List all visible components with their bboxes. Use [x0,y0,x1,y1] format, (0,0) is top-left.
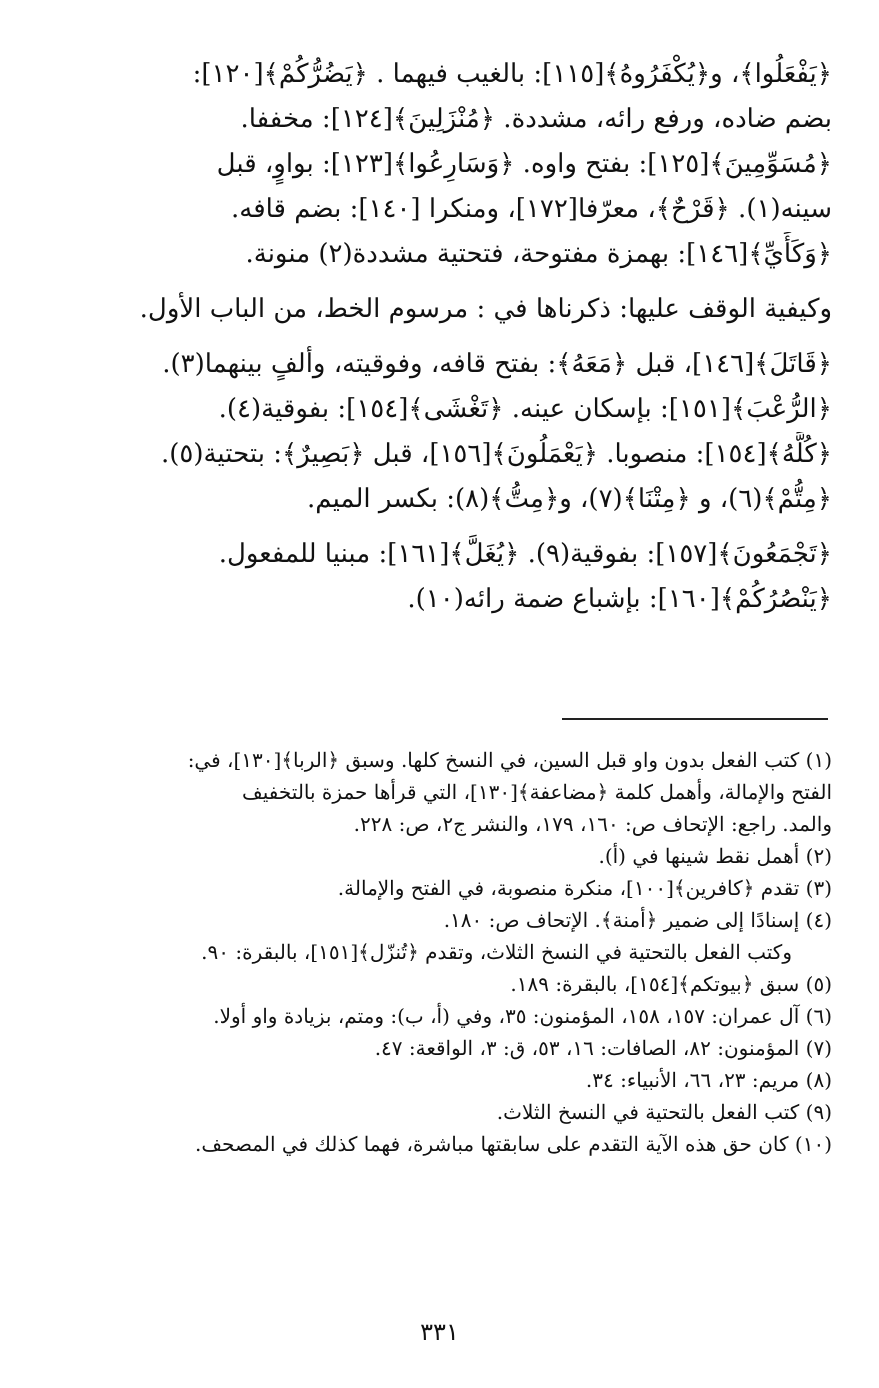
text-line: ﴿يَفْعَلُوا﴾، و﴿يُكْفَرُوهُ﴾[١١٥]: بالغيب فيهما . ﴿يَضُرُّكُمْ﴾[١٢٠]: [192,59,832,89]
footnote-line: (٥) سبق ﴿بيوتكم﴾[١٥٤]، بالبقرة: ١٨٩. [510,972,832,996]
footnote [112,1000,832,1032]
footnote [112,872,832,904]
paragraph-1 [112,52,832,277]
paragraph-gap [112,277,832,287]
text-line: ﴿يَنْصُرُكُمْ﴾[١٦٠]: بإشباع ضمة رائه(١٠). [407,584,832,614]
footnotes [112,744,832,1160]
text-line: سينه(١). ﴿قَرْحٌ﴾، معرّفا[١٧٢]، ومنكرا [١٤٠]: بضم قافه. [231,194,832,224]
text-line: بضم ضاده، ورفع رائه، مشددة. ﴿مُنْزَلِينَ﴾[١٢٤]: مخففا. [240,104,832,134]
text-line: وكيفية الوقف عليها: ذكرناها في : مرسوم الخط، من الباب الأول. [139,294,832,324]
text-line: ﴿قَاتَلَ﴾[١٤٦]، قبل ﴿مَعَهُ﴾: بفتح قافه، وفوقيته، وألفٍ بينهما(٣). [162,349,832,379]
text-line: ﴿كُلَّهُ﴾[١٥٤]: منصوبا. ﴿يَعْمَلُونَ﴾[١٥٦]، قبل ﴿بَصِيرٌ﴾: بتحتية(٥). [160,439,832,469]
footnote-line: (٣) تقدم ﴿كافرين﴾[١٠٠]، منكرة منصوبة، في الفتح والإمالة. [337,876,832,900]
footnote-line: (٦) آل عمران: ١٥٧، ١٥٨، المؤمنون: ٣٥، وفي (أ، ب): ومتم، بزيادة واو أولا. [213,1004,832,1028]
footnote-line: (١) كتب الفعل بدون واو قبل السين، في النسخ كلها. وسبق ﴿الربا﴾[١٣٠]، في: [187,748,832,772]
footnote [112,904,832,936]
footnote-line: (٤) إسنادًا إلى ضمير ﴿أمنة﴾. الإتحاف ص: ١٨٠. [443,908,832,932]
paragraph-3 [112,342,832,522]
footnote-line: (٨) مريم: ٢٣، ٦٦، الأنبياء: ٣٤. [585,1068,832,1092]
footnote [112,1128,832,1160]
text-line: ﴿الرُّعْبَ﴾[١٥١]: بإسكان عينه. ﴿تَغْشَى﴾[١٥٤]: بفوقية(٤). [218,394,832,424]
footnote [112,840,832,872]
footnote-line: الفتح والإمالة، وأهمل كلمة ﴿مضاعفة﴾[١٣٠]، التي قرأها حمزة بالتخفيف [242,780,832,804]
footnote [112,1096,832,1128]
footnote-line: (٢) أهمل نقط شينها في (أ). [598,844,832,868]
footnote [112,744,832,840]
paragraph-4 [112,532,832,622]
text-line: ﴿تَجْمَعُونَ﴾[١٥٧]: بفوقية(٩). ﴿يُغَلَّ﴾[١٦١]: مبنيا للمفعول. [218,539,832,569]
footnote [112,1064,832,1096]
footnote [112,968,832,1000]
footnote-continuation [112,936,832,968]
footnote-line: (٩) كتب الفعل بالتحتية في النسخ الثلاث. [496,1100,832,1124]
footnote-line: وكتب الفعل بالتحتية في النسخ الثلاث، وتقدم ﴿تُنزّل﴾[١٥١]، بالبقرة: ٩٠. [201,940,792,964]
paragraph-gap [112,522,832,532]
text-line: ﴿وَكَأَيِّ﴾[١٤٦]: بهمزة مفتوحة، فتحتية مشددة(٢) منونة. [245,239,832,269]
main-text [112,52,832,622]
page-number: ٣٣١ [420,1318,459,1346]
paragraph-2 [112,287,832,332]
footnote [112,1032,832,1064]
footnote-line: والمد. راجع: الإتحاف ص: ١٦٠، ١٧٩، والنشر ج٢، ص: ٢٢٨. [353,812,832,836]
text-line: ﴿مِتُّمْ﴾(٦)، و ﴿مِتْنَا﴾(٧)، و﴿مِتُّ﴾(٨): بكسر الميم. [307,484,832,514]
footnote-line: (٧) المؤمنون: ٨٢، الصافات: ١٦، ٥٣، ق: ٣، الواقعة: ٤٧. [374,1036,832,1060]
footnote-line: (١٠) كان حق هذه الآية التقدم على سابقتها مباشرة، فهما كذلك في المصحف. [194,1132,832,1156]
footnote-separator [562,718,828,720]
text-line: ﴿مُسَوِّمِينَ﴾[١٢٥]: بفتح واوه. ﴿وَسَارِعُوا﴾[١٢٣]: بواوٍ، قبل [216,149,832,179]
paragraph-gap [112,332,832,342]
